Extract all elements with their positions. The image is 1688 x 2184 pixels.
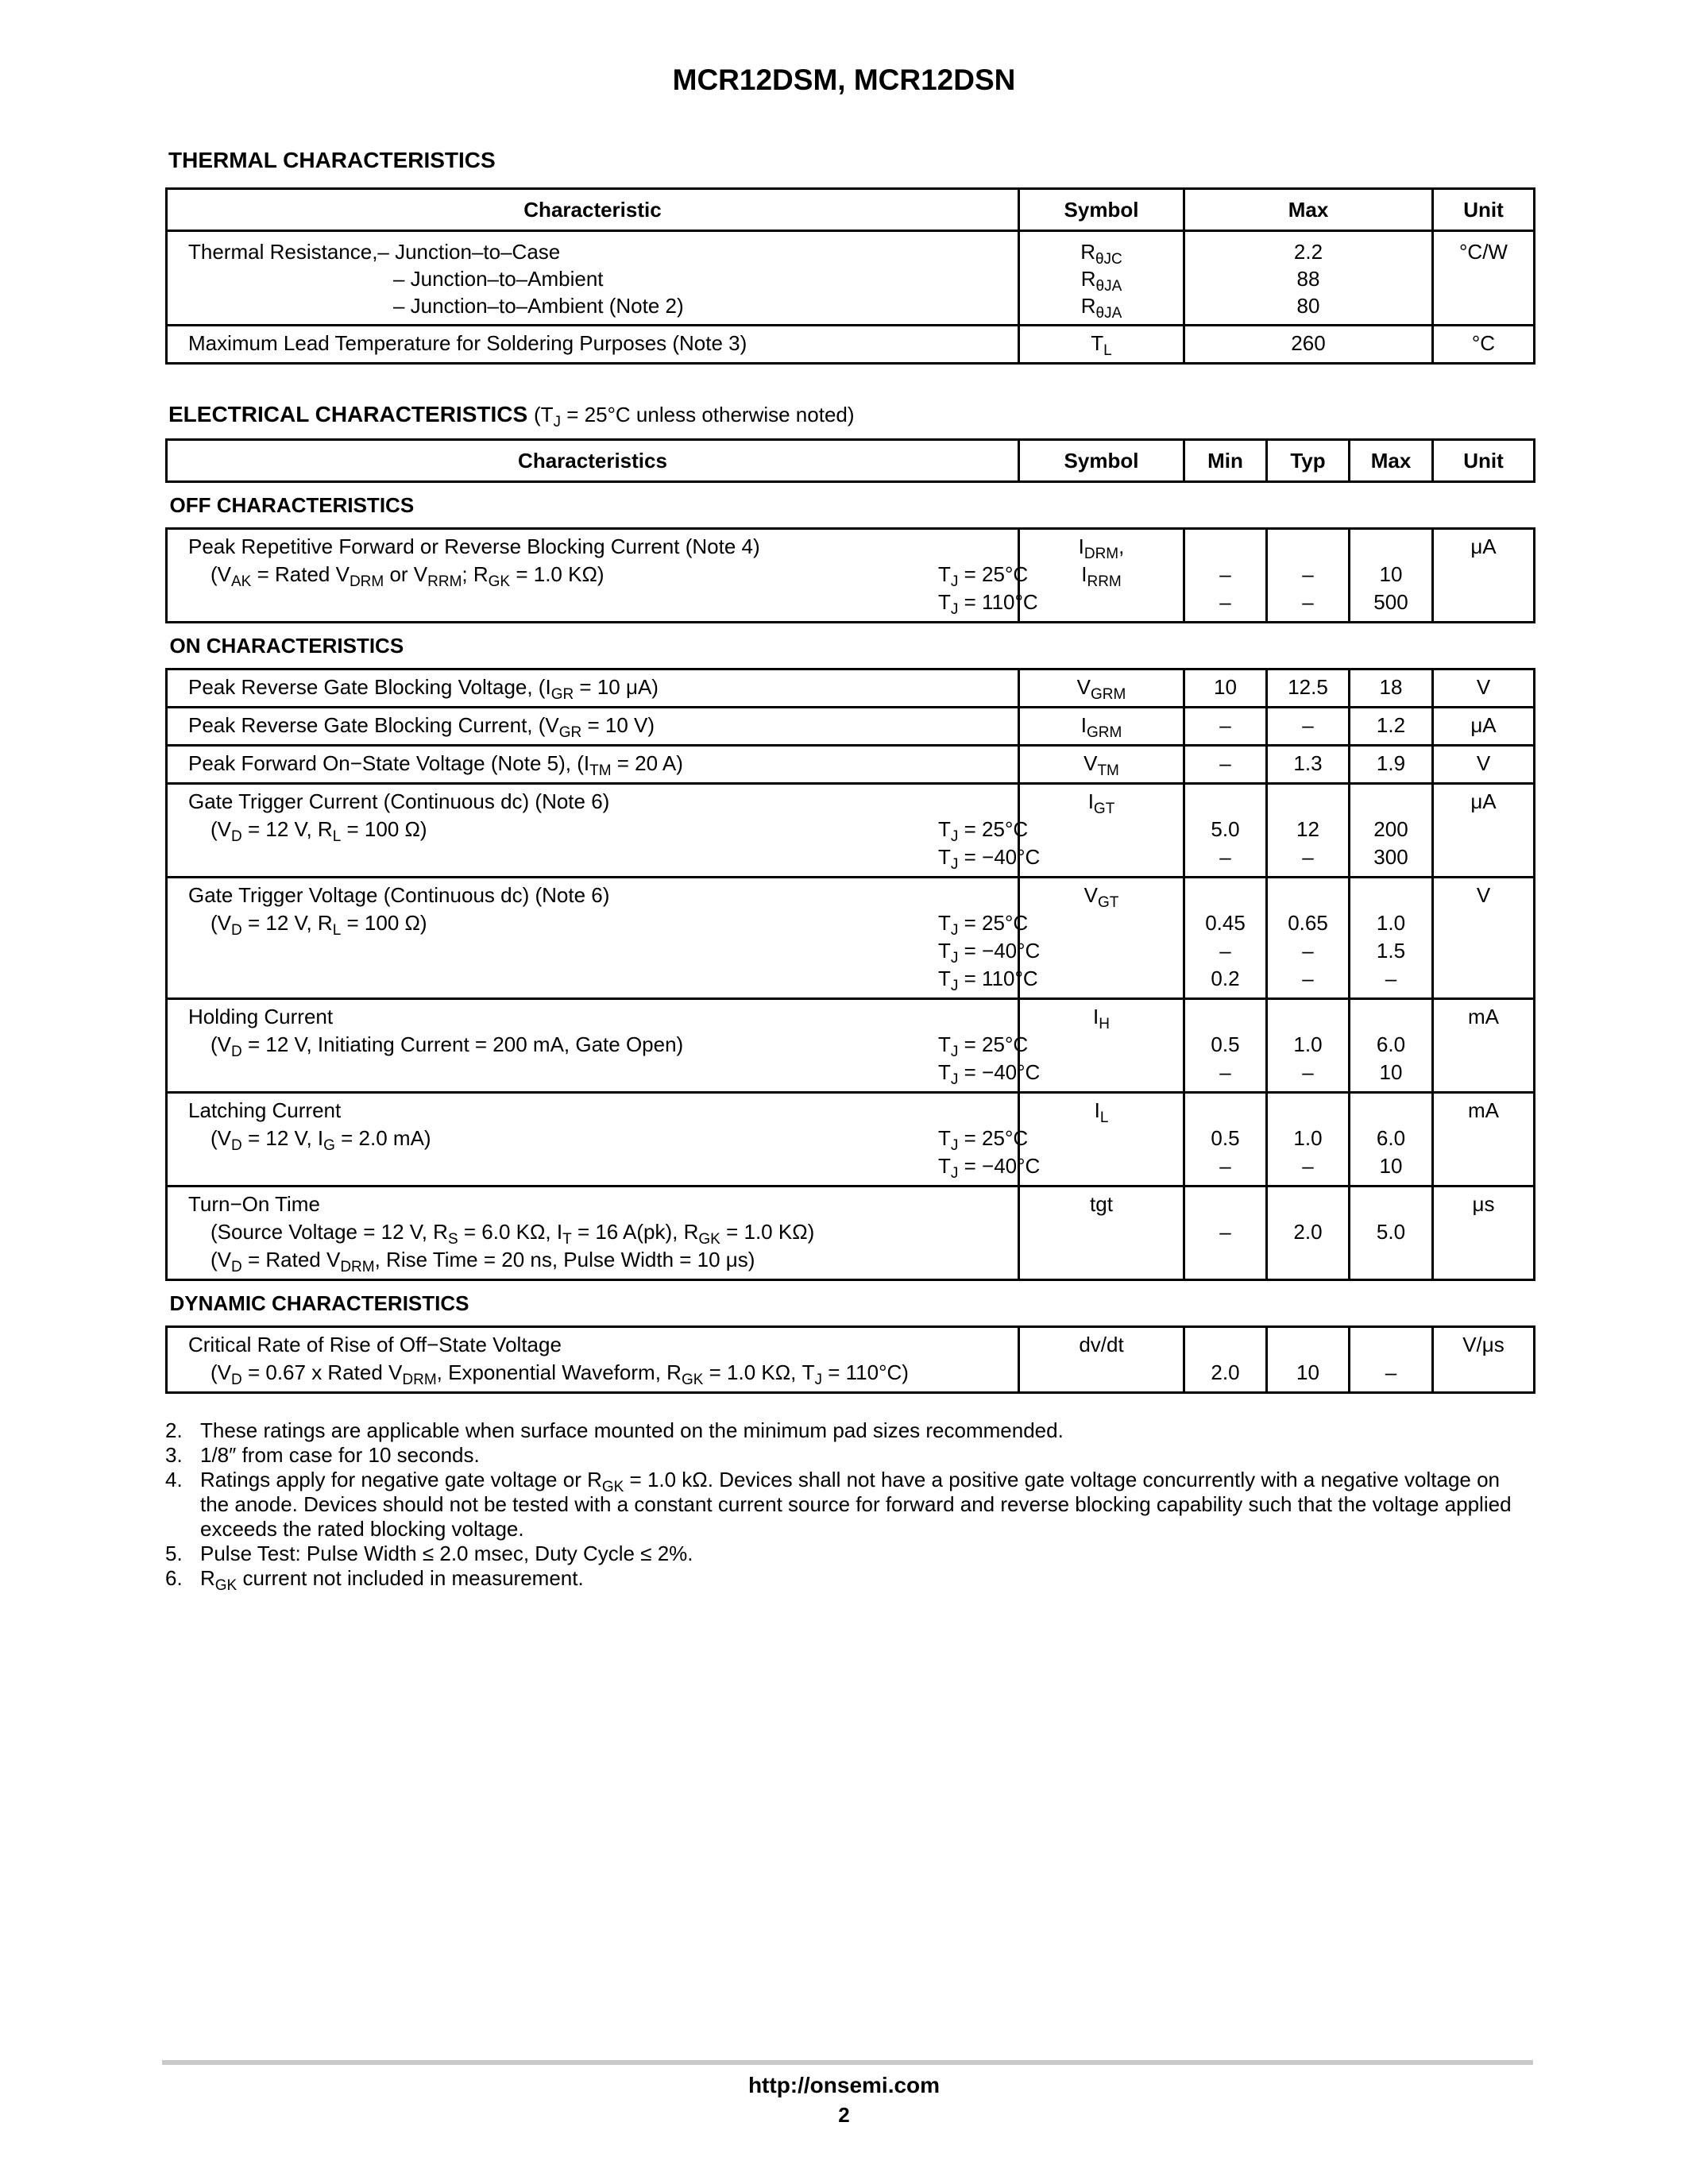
footnote-5: 5. Pulse Test: Pulse Width ≤ 2.0 msec, Duty Cycle ≤ 2%.	[165, 1542, 693, 1565]
col-max: Max	[1184, 189, 1433, 231]
thermal-header-row	[167, 189, 1535, 231]
row-igrm: Peak Reverse Gate Blocking Current, ($V_{GR} = 10$ V) $I_{GRM}$ – – 1.2 μA	[167, 708, 1535, 746]
col-symbol: Symbol	[1019, 189, 1184, 231]
lead-temp-symbol: $T_L$	[1091, 331, 1112, 359]
row-vgt: Gate Trigger Voltage (Continuous dc) (Note 6) ($V_D = 12$ V, $R_L = 100$ Ω) $T_J = 25^\circ C$ $T_J = -40^\circ C$ $T_J = 110^\circ C$ $V_{GT}$ 0.45 – 0.2 0.65 – – 1.0 1.5 – V	[167, 878, 1535, 999]
row-dvdt: Critical Rate of Rise of Off−State Voltage ($V_D = 0.67$ x Rated $V_{DRM}$, Exponential Waveform, $R_{GK} = 1.0$ KΩ, $T_J = 110^\circ C$) dv/dt 2.0 10 – V/μs	[167, 1327, 1535, 1393]
col-max: Max	[1350, 440, 1433, 482]
row-idrm: Peak Repetitive Forward or Reverse Blocking Current (Note 4) ($V_{AK}$ = Rated $V_{DRM}$ or $V_{RRM}$; $R_{GK} = 1.0$ KΩ) $T_J = 25^\circ C$ $T_J = 110^\circ C$ $I_{DRM}$, $I_{RRM}$ – – – – 10 500 μA	[167, 529, 1535, 623]
col-typ: Typ	[1267, 440, 1350, 482]
row-ih: Holding Current ($V_D = 12$ V, Initiating Current = 200 mA, Gate Open) $T_J = 25^\circ C$ $T_J = -40^\circ C$ $I_H$ 0.5 – 1.0 – 6.0 10 mA	[167, 999, 1535, 1093]
footnotes	[165, 1418, 1533, 1594]
footnote-6: 6. $R_{GK}$ current not included in measurement.	[165, 1566, 584, 1594]
footer-divider	[162, 2060, 1533, 2065]
col-characteristic: Characteristic	[167, 189, 1019, 231]
col-unit: Unit	[1433, 440, 1535, 482]
document-title: MCR12DSM, MCR12DSN	[672, 64, 1016, 96]
junction-ambient-label: – Junction–to–Ambient	[393, 267, 604, 291]
col-min: Min	[1184, 440, 1267, 482]
electrical-table	[165, 438, 1535, 1394]
dynamic-characteristics-heading: DYNAMIC CHARACTERISTICS	[169, 1291, 469, 1315]
thermal-heading: THERMAL CHARACTERISTICS	[168, 148, 496, 172]
thermal-resistance-symbols: $R_{\theta JC}$ $R_{\theta JA}$ $R_{\theta JA}$	[1080, 240, 1122, 322]
row-vgrm: Peak Reverse Gate Blocking Voltage, ($I_{GR} = 10$ μA) $V_{GRM}$ 10 12.5 18 V	[167, 669, 1535, 708]
col-symbol: Symbol	[1019, 440, 1184, 482]
thermal-table	[165, 187, 1535, 365]
electrical-header-row	[167, 440, 1535, 482]
lead-temp-max: 260	[1291, 331, 1326, 355]
footnote-4: 4. Ratings apply for negative gate voltage or $R_{GK} = 1.0$ kΩ. Devices shall not have a positive gate voltage concurrently with a negative voltage on the anode. Devices should not be tested with a constant current source for forward and reverse blocking capability such that the voltage applied exceeds the rated blocking voltage.	[165, 1468, 1512, 1541]
electrical-heading: ELECTRICAL CHARACTERISTICS ($T_J = 25^\circ C$ unless otherwise noted)	[168, 402, 855, 430]
footer-link[interactable]: http://onsemi.com	[747, 2073, 941, 2097]
col-unit: Unit	[1433, 189, 1535, 231]
thermal-resistance-label: Thermal Resistance,– Junction–to–Case	[188, 240, 561, 264]
row-vtm: Peak Forward On−State Voltage (Note 5), ($I_{TM} = 20$ A) $V_{TM}$ – 1.3 1.9 V	[167, 746, 1535, 784]
row-igt: Gate Trigger Current (Continuous dc) (Note 6) ($V_D = 12$ V, $R_L = 100$ Ω) $T_J = 25^\circ C$ $T_J = -40^\circ C$ $I_{GT}$ 5.0 – 12 – 200 300 μA	[167, 784, 1535, 878]
page-number: 2	[838, 2103, 850, 2127]
lead-temp-label: Maximum Lead Temperature for Soldering Purposes (Note 3)	[188, 331, 747, 355]
footnote-2: 2. These ratings are applicable when surface mounted on the minimum pad sizes recommended.	[165, 1418, 1064, 1442]
thermal-row-resistance	[167, 231, 1535, 326]
footnote-3: 3. 1/8″ from case for 10 seconds.	[165, 1443, 480, 1467]
col-characteristics: Characteristics	[167, 440, 1019, 482]
on-characteristics-heading: ON CHARACTERISTICS	[169, 633, 404, 658]
thermal-resistance-max: 2.2 88 80	[1293, 240, 1323, 318]
junction-ambient-note-label: – Junction–to–Ambient (Note 2)	[393, 294, 684, 318]
off-characteristics-heading: OFF CHARACTERISTICS	[167, 482, 1535, 529]
row-tgt: Turn−On Time (Source Voltage = 12 V, $R_S = 6.0$ KΩ, $I_T = 16$ A(pk), $R_{GK} = 1.0$ KΩ) ($V_D$ = Rated $V_{DRM}$, Rise Time = 20 ns, Pulse Width = 10 μs) tgt – 2.0 5.0 μs	[167, 1187, 1535, 1280]
thermal-resistance-unit: °C/W	[1459, 240, 1508, 264]
lead-temp-unit: °C	[1471, 331, 1496, 355]
row-il: Latching Current ($V_D = 12$ V, $I_G = 2.0$ mA) $T_J = 25^\circ C$ $T_J = -40^\circ C$ $I_L$ 0.5 – 1.0 – 6.0 10 mA	[167, 1093, 1535, 1187]
thermal-row-lead-temp	[167, 326, 1535, 364]
